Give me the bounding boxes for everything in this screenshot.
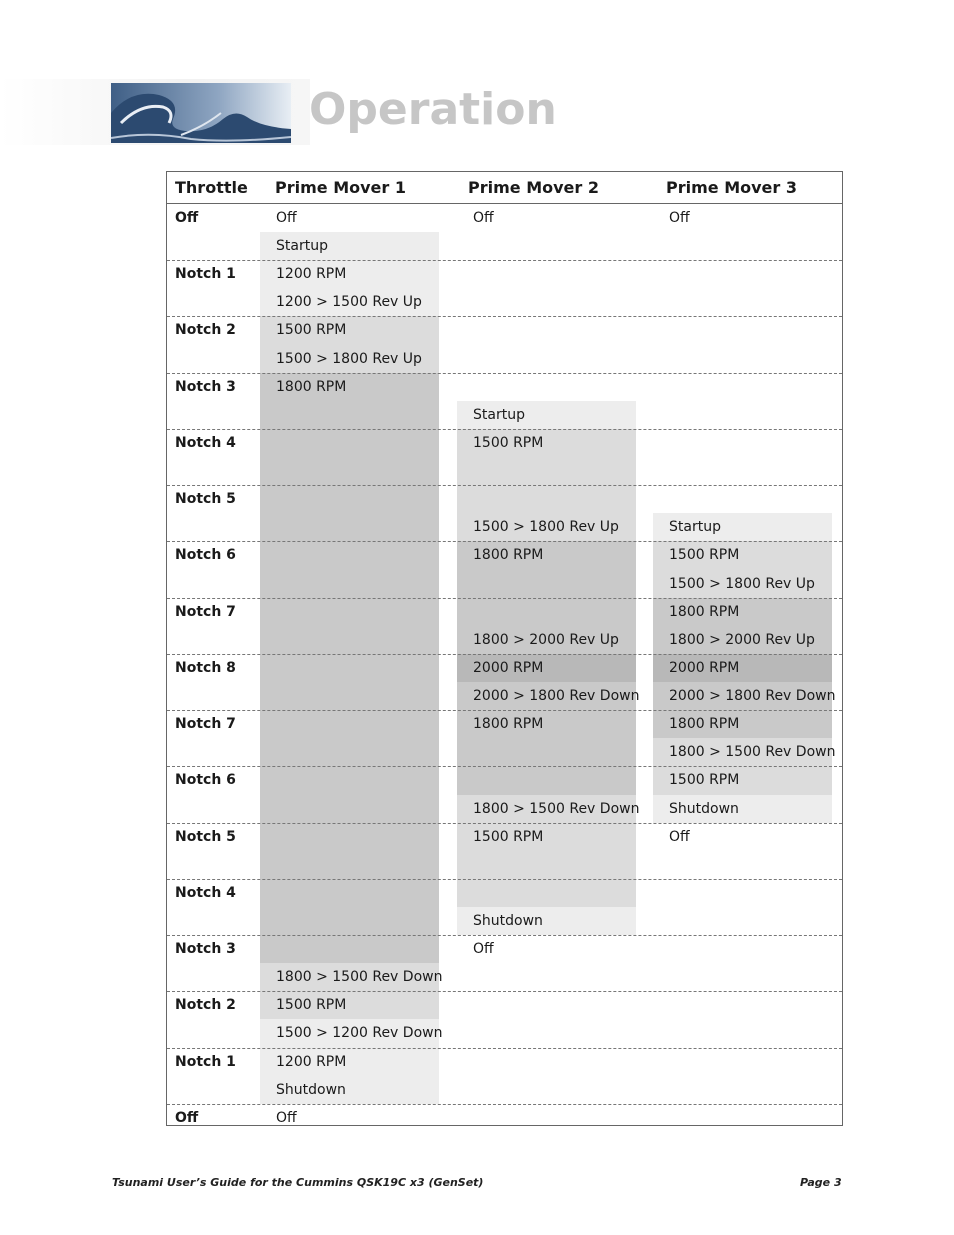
header-prime-mover-3: Prime Mover 3 xyxy=(666,178,797,197)
prime-mover-3-cell: Shutdown xyxy=(653,795,832,823)
prime-mover-2-cell: Startup xyxy=(457,401,636,429)
throttle-label: Notch 3 xyxy=(175,941,236,957)
prime-mover-1-cell: 1500 > 1800 Rev Up xyxy=(260,345,439,373)
throttle-label: Notch 3 xyxy=(175,379,236,395)
prime-mover-2-cell: 1500 RPM xyxy=(457,429,636,513)
prime-mover-2-cell: 1800 RPM xyxy=(457,541,636,626)
wave-logo-image xyxy=(111,83,291,143)
throttle-label: Notch 2 xyxy=(175,322,236,338)
throttle-label: Notch 1 xyxy=(175,266,236,282)
prime-mover-2-cell: Off xyxy=(473,941,494,957)
header-prime-mover-1: Prime Mover 1 xyxy=(275,178,406,197)
row-separator xyxy=(167,935,842,936)
prime-mover-1-cell: 1500 > 1200 Rev Down xyxy=(260,1019,439,1048)
prime-mover-3-cell: Off xyxy=(669,210,690,226)
row-separator xyxy=(167,598,842,599)
prime-mover-2-cell: Shutdown xyxy=(457,907,636,935)
prime-mover-1-cell: Shutdown xyxy=(260,1076,439,1104)
prime-mover-3-cell: 1800 > 2000 Rev Up xyxy=(653,626,832,654)
row-separator xyxy=(167,316,842,317)
prime-mover-3-cell: 1800 RPM xyxy=(653,598,832,626)
throttle-label: Notch 8 xyxy=(175,660,236,676)
row-separator xyxy=(167,429,842,430)
prime-mover-1-cell: 1800 RPM xyxy=(260,373,439,963)
throttle-label: Notch 4 xyxy=(175,885,236,901)
prime-mover-1-cell: Off xyxy=(276,1110,297,1126)
prime-mover-3-cell: 2000 RPM xyxy=(653,654,832,682)
row-separator xyxy=(167,541,842,542)
prime-mover-2-cell: 2000 > 1800 Rev Down xyxy=(457,682,636,710)
prime-mover-1-cell: 1500 RPM xyxy=(260,991,439,1019)
prime-mover-3-cell: 1500 RPM xyxy=(653,541,832,570)
operation-table xyxy=(166,171,843,1126)
prime-mover-1-cell: 1200 > 1500 Rev Up xyxy=(260,288,439,316)
row-separator xyxy=(167,485,842,486)
row-separator xyxy=(167,654,842,655)
row-separator xyxy=(167,260,842,261)
page-title: Operation xyxy=(309,84,557,135)
prime-mover-1-cell: 1200 RPM xyxy=(260,1048,439,1076)
row-separator xyxy=(167,1048,842,1049)
prime-mover-3-cell: 1800 > 1500 Rev Down xyxy=(653,738,832,766)
footer-doc-title: Tsunami User’s Guide for the Cummins QSK19C x3 (GenSet) xyxy=(112,1176,484,1189)
throttle-label: Notch 5 xyxy=(175,829,236,845)
row-separator xyxy=(167,373,842,374)
row-separator xyxy=(167,879,842,880)
prime-mover-3-cell: Off xyxy=(669,829,690,845)
prime-mover-3-cell: 1500 RPM xyxy=(653,766,832,795)
throttle-label: Notch 4 xyxy=(175,435,236,451)
row-separator xyxy=(167,823,842,824)
prime-mover-2-cell: 1500 > 1800 Rev Up xyxy=(457,513,636,541)
prime-mover-1-cell: Off xyxy=(276,210,297,226)
throttle-label: Notch 7 xyxy=(175,604,236,620)
header-throttle: Throttle xyxy=(175,178,248,197)
throttle-label: Notch 7 xyxy=(175,716,236,732)
throttle-label: Off xyxy=(175,1110,199,1126)
prime-mover-2-cell: 2000 RPM xyxy=(457,654,636,682)
row-separator xyxy=(167,710,842,711)
throttle-label: Off xyxy=(175,210,199,226)
prime-mover-2-cell: 1800 > 1500 Rev Down xyxy=(457,795,636,823)
header-prime-mover-2: Prime Mover 2 xyxy=(468,178,599,197)
prime-mover-3-cell: 1800 RPM xyxy=(653,710,832,738)
throttle-label: Notch 6 xyxy=(175,772,236,788)
footer-page-number: Page 3 xyxy=(800,1176,842,1189)
row-separator xyxy=(167,1104,842,1105)
throttle-label: Notch 2 xyxy=(175,997,236,1013)
prime-mover-1-cell: Startup xyxy=(260,232,439,260)
prime-mover-1-cell: 1500 RPM xyxy=(260,316,439,345)
row-separator xyxy=(167,991,842,992)
throttle-label: Notch 1 xyxy=(175,1054,236,1070)
prime-mover-2-cell: Off xyxy=(473,210,494,226)
prime-mover-3-cell: Startup xyxy=(653,513,832,541)
row-separator xyxy=(167,766,842,767)
prime-mover-1-cell: 1200 RPM xyxy=(260,260,439,288)
prime-mover-3-cell: 2000 > 1800 Rev Down xyxy=(653,682,832,710)
prime-mover-2-cell: 1800 RPM xyxy=(457,710,636,795)
throttle-label: Notch 6 xyxy=(175,547,236,563)
prime-mover-1-cell: 1800 > 1500 Rev Down xyxy=(260,963,439,991)
prime-mover-2-cell: 1500 RPM xyxy=(457,823,636,907)
prime-mover-3-cell: 1500 > 1800 Rev Up xyxy=(653,570,832,598)
throttle-label: Notch 5 xyxy=(175,491,236,507)
prime-mover-2-cell: 1800 > 2000 Rev Up xyxy=(457,626,636,654)
